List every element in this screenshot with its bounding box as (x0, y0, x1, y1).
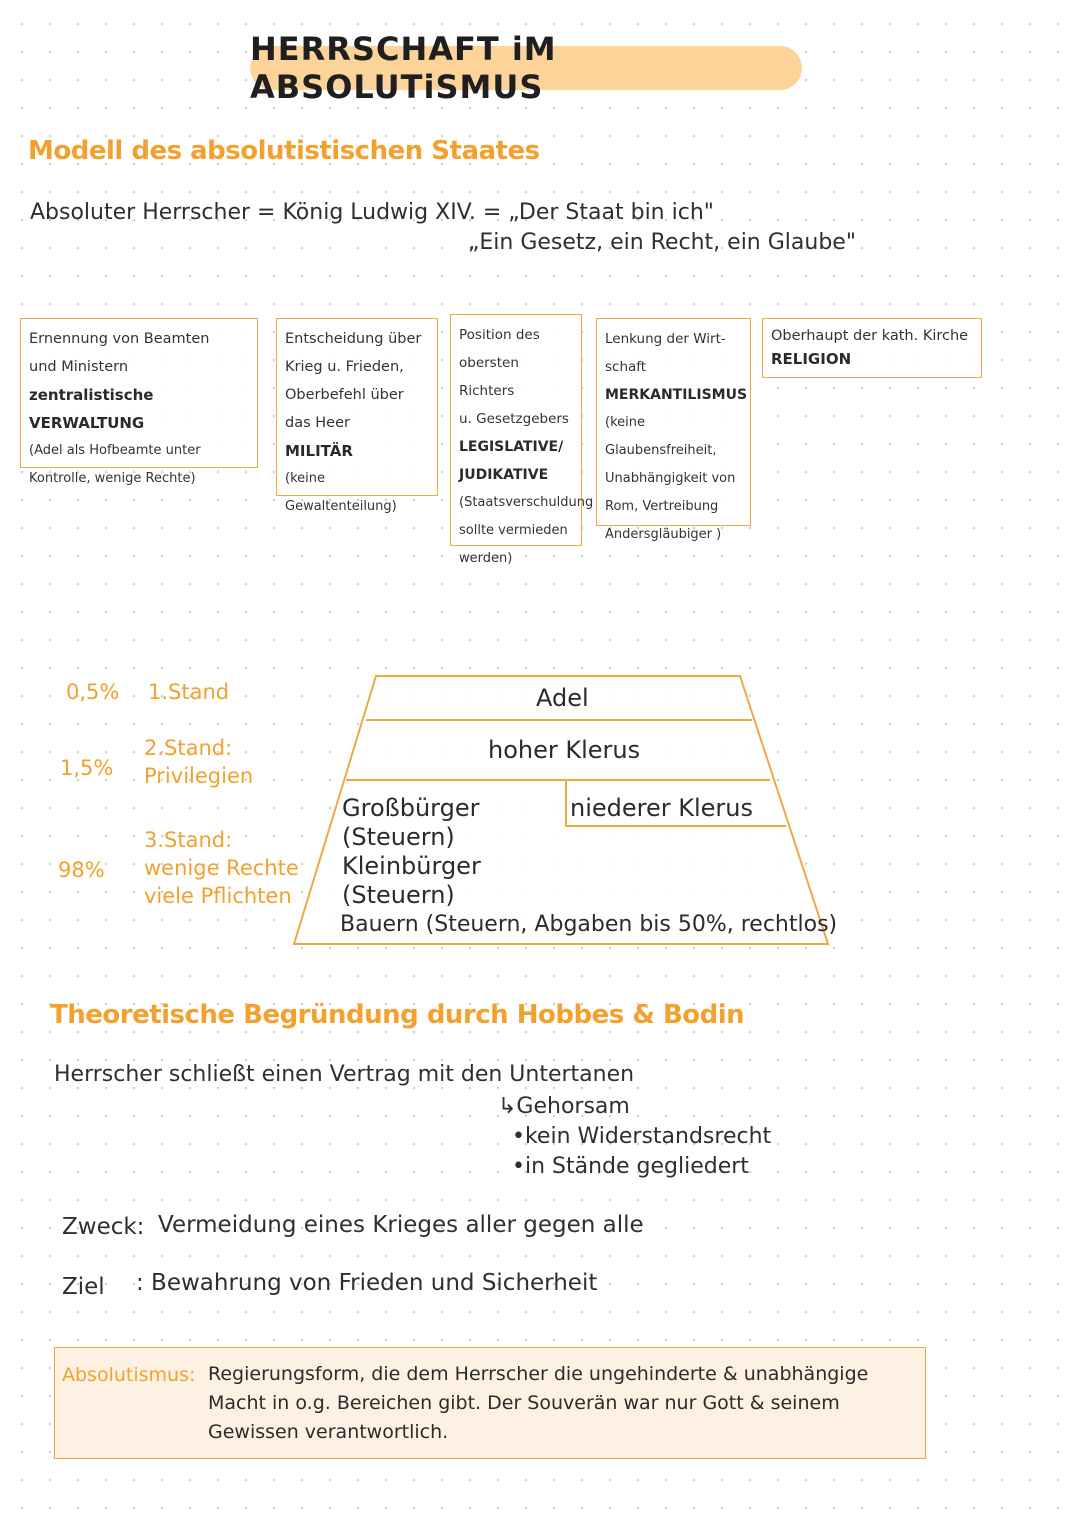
page-title: HERRSCHAFT iM ABSOLUTiSMUS (250, 46, 802, 90)
box-category: RELIGION (771, 350, 852, 368)
section-heading-model: Modell des absolutistischen Staates (28, 136, 540, 166)
definition-text (208, 1360, 918, 1447)
pyramid-kleinbuerger-note: (Steuern) (342, 881, 455, 909)
box-note: werden) (459, 551, 513, 566)
pyramid-niederer-klerus: niederer Klerus (570, 794, 753, 822)
pyramid-adel: Adel (536, 684, 589, 712)
box-text: Oberbefehl über (285, 387, 404, 403)
ziel-label: Ziel (62, 1274, 105, 1300)
estate-label-2-title: 2.Stand: (144, 736, 233, 760)
box-text: obersten Richters (459, 355, 519, 399)
contract-bullet-2: •in Stände gegliedert (512, 1154, 749, 1179)
ziel-text: : Bewahrung von Frieden und Sicherheit (136, 1270, 598, 1296)
box-category: MILITÄR (285, 442, 353, 460)
estate-label-1: 1.Stand (148, 680, 230, 704)
box-text: u. Gesetzgebers (459, 411, 569, 427)
box-category: MERKANTILISMUS (605, 387, 748, 403)
estate-label-3-note: wenige Rechte (144, 856, 299, 880)
estate-label-3-title: 3.Stand: (144, 828, 233, 852)
box-note: (Adel als Hofbeamte unter (29, 443, 201, 458)
box-note: Kontrolle, wenige Rechte) (29, 471, 196, 486)
pyramid-third-estate (342, 794, 481, 910)
pyramid-grossbuerger: Großbürger (342, 794, 480, 822)
box-note: Rom, Vertreibung (605, 499, 719, 514)
box-note: Andersgläubiger ) (605, 527, 722, 542)
zweck-text: Vermeidung eines Krieges aller gegen alle (158, 1212, 644, 1238)
box-text: Krieg u. Frieden, (285, 359, 404, 375)
zweck-label: Zweck: (62, 1214, 145, 1240)
box-text: und Ministern (29, 359, 129, 375)
ruler-line: Absoluter Herrscher = König Ludwig XIV. = „Der Staat bin ich" (30, 200, 714, 225)
box-text: Oberhaupt der kath. Kirche (771, 328, 969, 344)
box-note: (keine Gewaltenteilung) (285, 471, 397, 514)
box-text: Ernennung von Beamten (29, 331, 210, 347)
pyramid-grossbuerger-note: (Steuern) (342, 823, 455, 851)
box-category: LEGISLATIVE/ JUDIKATIVE (459, 439, 564, 483)
contract-line: Herrscher schließt einen Vertrag mit den Untertanen (54, 1062, 635, 1087)
estate-percent-2: 1,5% (60, 756, 114, 780)
box-text: schaft (605, 359, 647, 375)
ruler-quote: „Ein Gesetz, ein Recht, ein Glaube" (468, 230, 856, 255)
pyramid-bauern: Bauern (Steuern, Abgaben bis 50%, rechtlos) (340, 912, 838, 937)
contract-bullet-1: •kein Widerstandsrecht (512, 1124, 772, 1149)
box-note: Unabhängigkeit von (605, 471, 736, 486)
definition-line: Gewissen verantwortlich. (208, 1421, 449, 1443)
box-note: sollte vermieden (459, 523, 568, 538)
section-heading-theory: Theoretische Begründung durch Hobbes & Bodin (50, 1000, 745, 1030)
estate-label-2-note: Privilegien (144, 764, 254, 788)
box-note: (Staatsverschuldung (459, 495, 594, 510)
estate-percent-3: 98% (58, 858, 105, 882)
definition-term: Absolutismus: (62, 1364, 196, 1386)
definition-line: Macht in o.g. Bereichen gibt. Der Souverän war nur Gott & seinem (208, 1392, 840, 1414)
definition-line: Regierungsform, die dem Herrscher die ungehinderte & unabhängige (208, 1363, 869, 1385)
box-note: (keine Glaubensfreiheit, (605, 415, 717, 458)
contract-obedience: ↳Gehorsam (498, 1094, 630, 1119)
pyramid-hoher-klerus: hoher Klerus (488, 736, 641, 764)
box-text: Position des (459, 327, 540, 343)
estate-label-3-note: viele Pflichten (144, 884, 292, 908)
box-text: Entscheidung über (285, 331, 422, 347)
box-text: das Heer (285, 415, 350, 431)
estate-percent-1: 0,5% (66, 680, 120, 704)
pyramid-kleinbuerger: Kleinbürger (342, 852, 481, 880)
box-category: zentralistische VERWALTUNG (29, 386, 154, 432)
box-text: Lenkung der Wirt- (605, 331, 726, 347)
